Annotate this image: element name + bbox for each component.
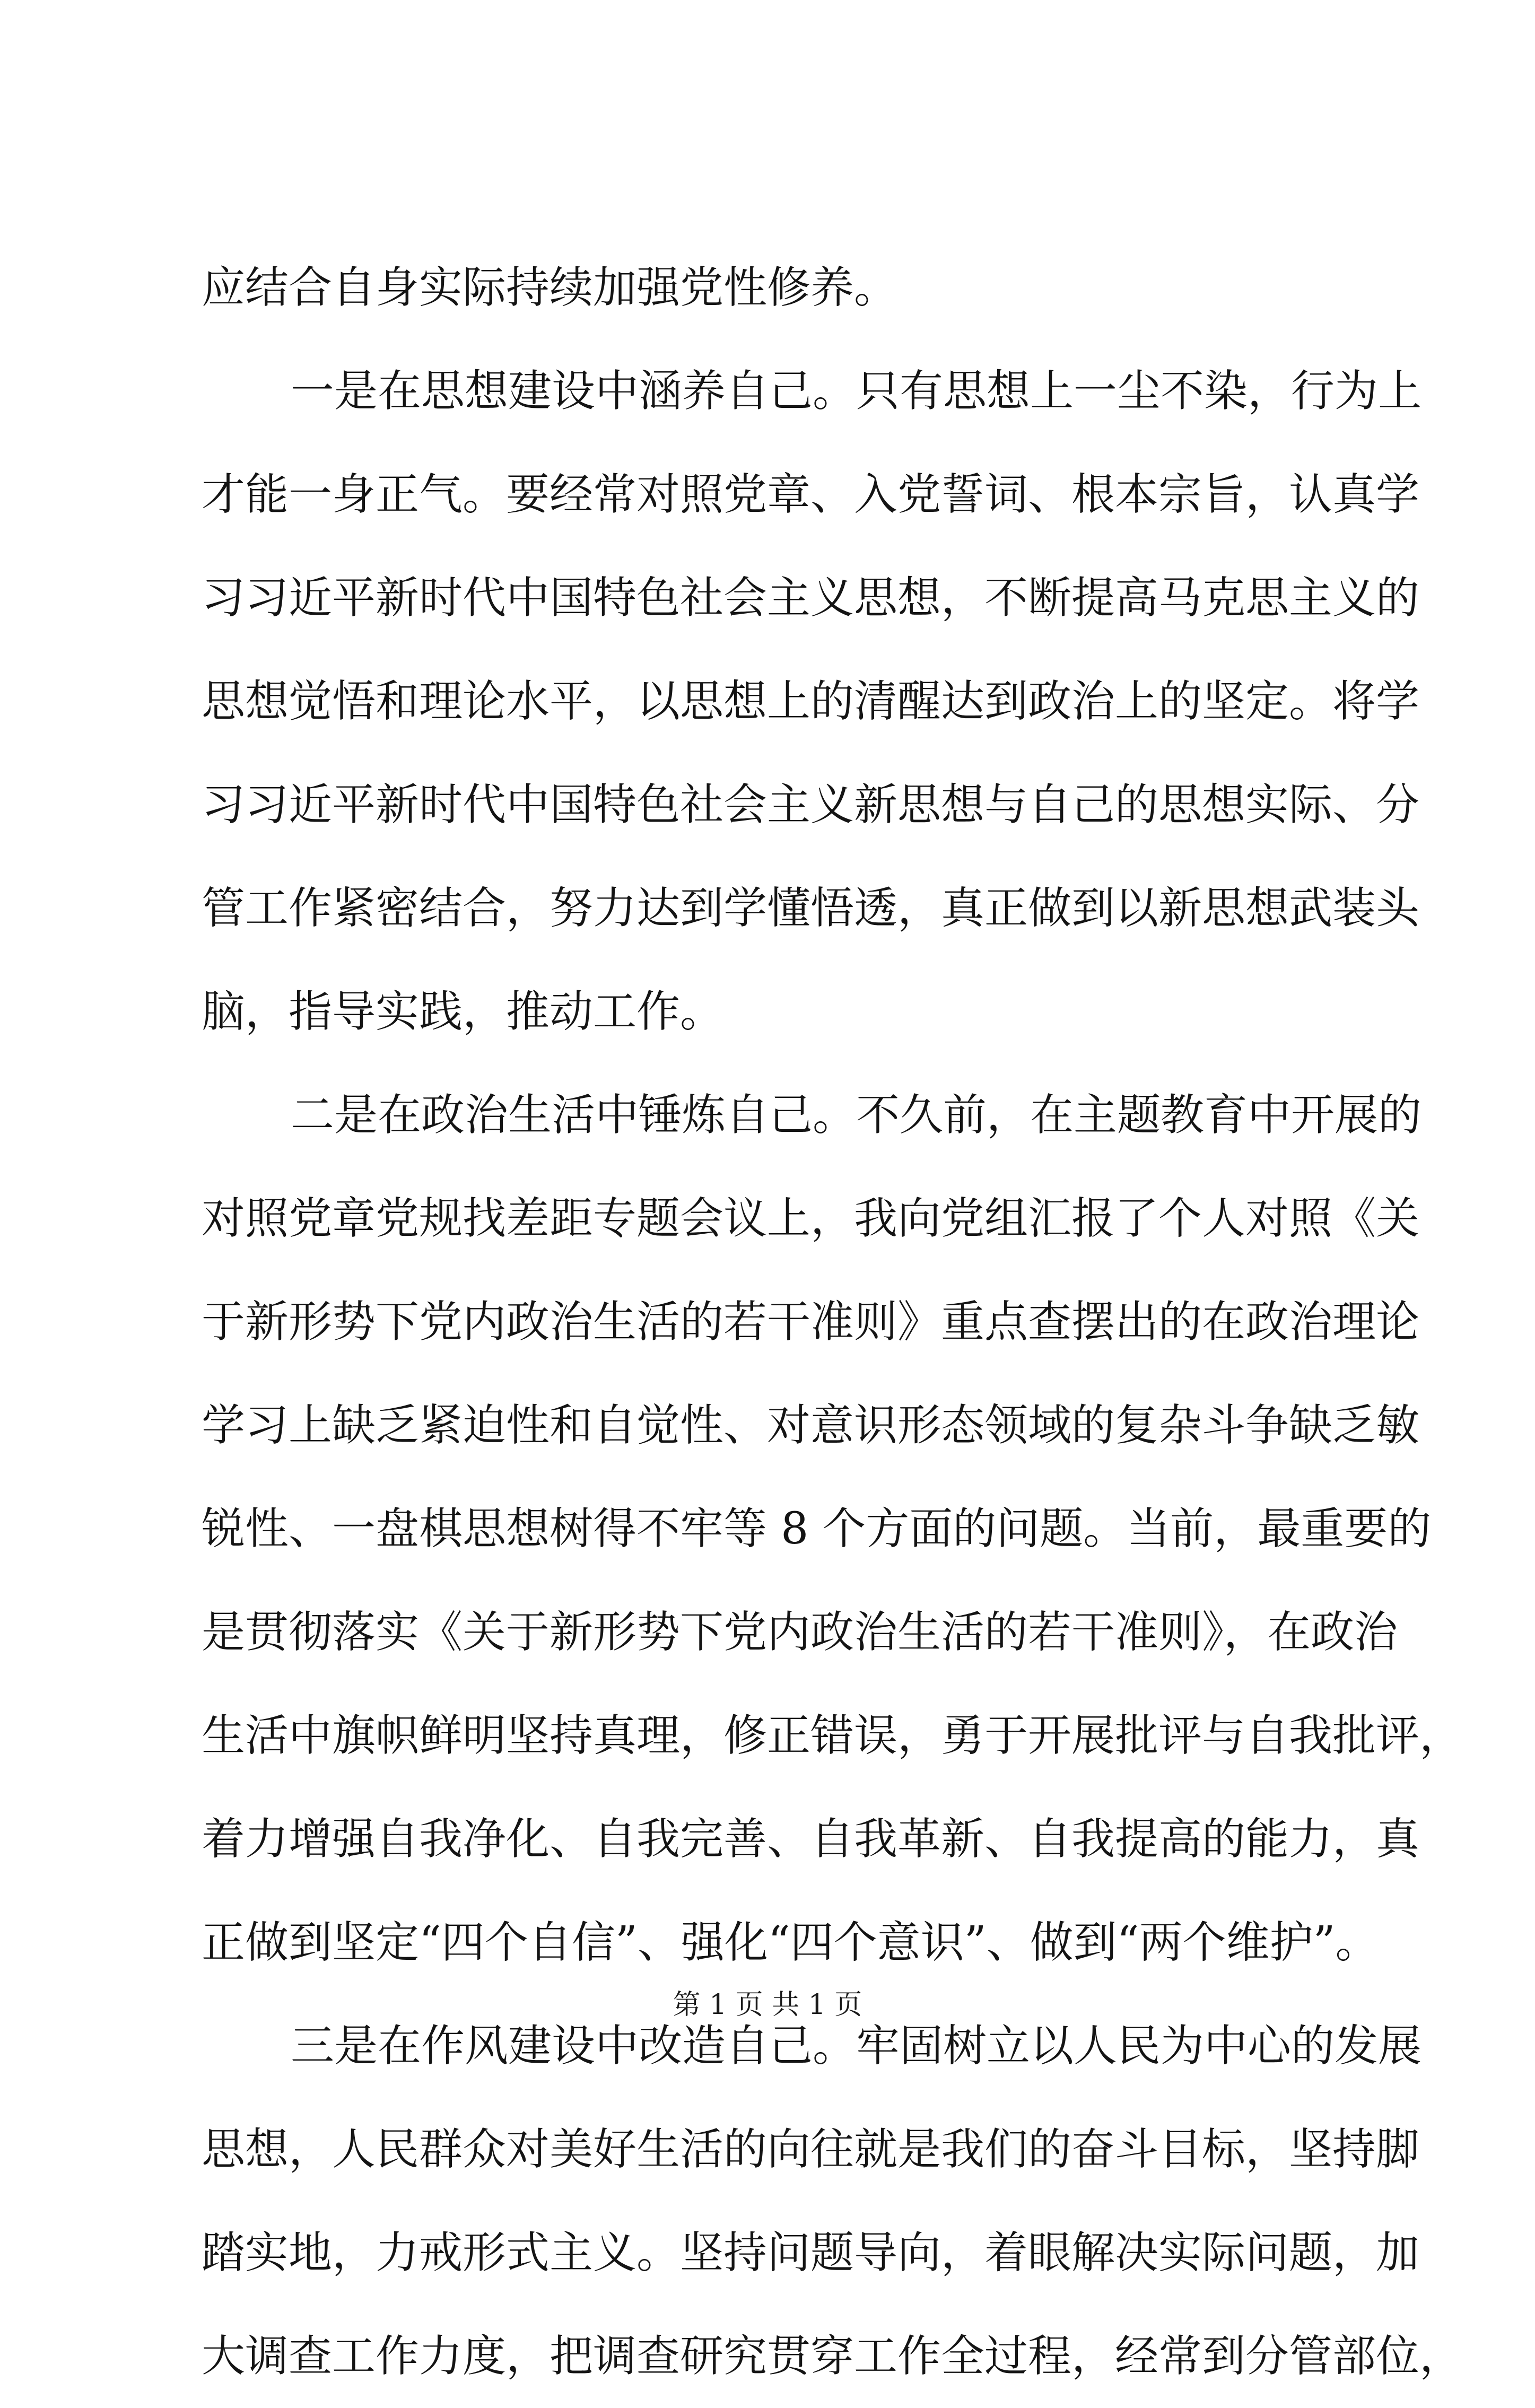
page-footer <box>0 1986 1535 2023</box>
text-line: 脑，指导实践，推动工作。 <box>202 987 724 1037</box>
body-text <box>202 236 1463 2408</box>
text-line: 才能一身正气。要经常对照党章、入党誓词、根本宗旨，认真学 <box>202 469 1420 520</box>
text-line: 对照党章党规找差距专题会议上，我向党组汇报了个人对照《关 <box>202 1193 1420 1244</box>
page-number-label: 第 1 页 共 1 页 <box>673 1989 862 2021</box>
text-line: 思想，人民群众对美好生活的向往就是我们的奋斗目标，坚持脚 <box>202 2124 1420 2175</box>
text-line: 应结合自身实际持续加强党性修养。 <box>202 263 898 313</box>
paragraph-2-start: 二是在政治生活中锤炼自己。不久前，在主题教育中开展的 <box>291 1090 1422 1140</box>
text-line: 生活中旗帜鲜明坚持真理，修正错误，勇于开展批评与自我批评， <box>202 1711 1463 1761</box>
text-line: 思想觉悟和理论水平，以思想上的清醒达到政治上的坚定。将学 <box>202 676 1420 727</box>
text-line: 学习上缺乏紧迫性和自觉性、对意识形态领域的复杂斗争缺乏敏 <box>202 1400 1420 1451</box>
paragraph-3-start: 三是在作风建设中改造自己。牢固树立以人民为中心的发展 <box>291 2021 1422 2071</box>
text-line: 习习近平新时代中国特色社会主义思想，不断提高马克思主义的 <box>202 573 1420 623</box>
text-line: 着力增强自我净化、自我完善、自我革新、自我提高的能力，真 <box>202 1814 1420 1864</box>
text-line: 大调查工作力度，把调查研究贯穿工作全过程，经常到分管部位， <box>202 2331 1463 2381</box>
text-line: 于新形势下党内政治生活的若干准则》重点查摆出的在政治理论 <box>202 1297 1420 1347</box>
text-line: 习习近平新时代中国特色社会主义新思想与自己的思想实际、分 <box>202 780 1420 830</box>
text-line: 踏实地，力戒形式主义。坚持问题导向，着眼解决实际问题，加 <box>202 2228 1420 2278</box>
text-line: 是贯彻落实《关于新形势下党内政治生活的若干准则》，在政治 <box>202 1607 1398 1657</box>
text-line: 正做到坚定“四个自信”、强化“四个意识”、做到“两个维护”。 <box>202 1917 1379 1968</box>
paragraph-1-start: 一是在思想建设中涵养自己。只有思想上一尘不染，行为上 <box>291 366 1422 416</box>
text-line: 锐性、一盘棋思想树得不牢等 8 个方面的问题。当前，最重要的 <box>202 1504 1432 1554</box>
text-line: 管工作紧密结合，努力达到学懂悟透，真正做到以新思想武装头 <box>202 883 1420 933</box>
